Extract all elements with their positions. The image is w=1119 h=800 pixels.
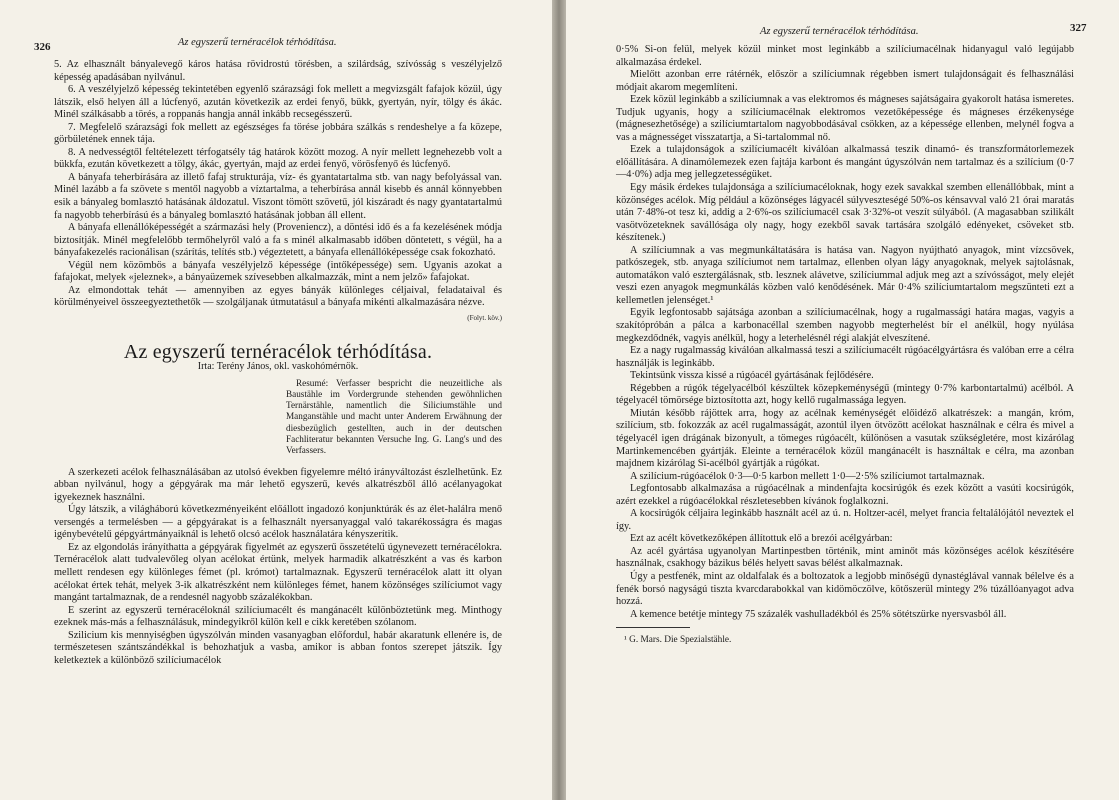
footnote: ¹ G. Mars. Die Spezialstähle.: [624, 635, 732, 646]
paragraph: Legfontosabb alkalmazása a rúgóacélnak a mindenfajta kocsirúgók és ezek között a vasúti kocsirúgók, azért ezekkel a rúgóacélokkal részletesebben kívánok foglalkozni.: [616, 483, 1074, 507]
paragraph: 5. Az elhasznált bányalevegő káros hatása rövidrostú törésben, a szilárdság, szívósság s veszélyjelző képesség apadásában nyilvánul.: [54, 59, 502, 83]
paragraph: Szilicium kis mennyiségben úgyszólván minden vasanyagban előfordul, habár akaratunk ellenére is, de természetesen szántszándékkal is behozhatjuk a vasba, amikor is abban fontos szerepet játszik. Így keletkeztek a különböző szilíciumacélok: [54, 629, 502, 666]
paragraph: A bányafa teherbírására az illető fafaj strukturája, víz- és gyantatartalma stb. van nagy befolyással van. Minél lazább a fa szövete s mentől nagyobb a víztartalma, a teherbírása annál kisebb és annál könnyebben esik a bányaleg bomlasztó hatásának áldozatul. Viszont tömött szövetű, jól kiszáradt és nagy gyantatartalmú fa nagyobb teherbírású és a bányaleg bomlasztó hatásának jobban áll ellent.: [54, 171, 502, 221]
paragraph: Az elmondottak tehát — amennyiben az egyes bányák különleges céljaival, feladataival és körülményeivel összeegyeztethetők — szolgáljanak útmutatásul a bányafa mikénti alkalmazására nézve.: [54, 284, 502, 309]
paragraph: Ezt az acélt következőképen állítottuk elő a brezói acélgyárban:: [630, 533, 893, 545]
paragraph: A kemence betétje mintegy 75 százalék vashulladékból és 25% sötétszürke nyersvasból áll.: [630, 608, 1007, 620]
page-number: 326: [34, 41, 51, 53]
paragraph: Ez a nagy rugalmasság kiválóan alkalmassá teszi a szilíciumacélt rúgóacélgyártásra és valóban erre a célra használják is leginkább.: [616, 345, 1074, 369]
paragraph: Úgy látszik, a világháború következményeiként előállott ingadozó konjunktúrák és az élet-halálra menő versengés a termelésben — a gépgyárakat is a felhasznált nyersanyaggal való takarékosságra és magas igénybevételű gépgyártmányaiknál is lehető olcsó acélok használatára kényszerítik.: [54, 504, 502, 541]
paragraph: 6. A veszélyjelző képesség tekintetében egyenlő szárazsági fok mellett a megvizsgált fafajok közül, úgy látszik, első helyen áll a lúcfenyő, azután következik az erdei fenyő, bükk, gyertyán, nyír, tölgy és ákác. Minél szálkásabb a törés, a roppanás hangja annál inkább recsegésszerű.: [54, 84, 502, 121]
paragraph: Egy másik érdekes tulajdonsága a szilíciumacéloknak, hogy ezek savakkal szemben ellenállóbbak, mint a közönséges acélok. Míg például a közönséges lágyacél súlyveszteségé 50%-os kénsavval való 21 órai maratás után 7·48%-ot tesz ki, addig a 2·6%-os szilíciumacél csak 3·32%-ot veszít súlyából. (A magasabban szilikált vasötvözeteknek savállósága oly nagy, hogy ezekből savak tartására szolgáló edényeket, csöveket stb. készítenek.): [616, 182, 1074, 244]
paragraph: Ez az elgondolás irányíthatta a gépgyárak figyelmét az egyszerű összetételű úgynevezett ternéracélokra. Ternéracélok alatt tudvalevőleg olyan acélokat értünk, melyek harmadik alkatrészként a vas és karbon mellett rendesen egy különleges fémet (pl. krómot) tartalmaznak. Egyszerű ternéracélok alatt itt olyan acélokat értek tehát, melyek 3-ik alkatrészként nem különleges fémet, hanem közönséges szilíciumot vagy mangánt tartalmaznak, de a rendesnél nagyobb százalékokban.: [54, 541, 502, 604]
paragraph: A szerkezeti acélok felhasználásában az utolsó években figyelemre méltó irányváltozást észlelhetünk. Ez abban nyilvánul, hogy a gépgyárak ma már lehető egyszerű, kevés alkatrészből álló acélanyagokat igyekeznek használni.: [54, 466, 502, 503]
paragraph: A szilícium-rúgóacélok 0·3—0·5 karbon mellett 1·0—2·5% szilíciumot tartalmaznak.: [630, 470, 985, 482]
continued-note: (Folyt. köv.): [467, 313, 502, 322]
resume-abstract: Resumé: Verfasser bespricht die neuzeitliche als Baustähle im Vordergrunde stehenden gewöhnlichen Ternärstähle, namentlich die Siliciumstähle und Manganstähle und macht unter Anderem Erwähnung der diesbezüglich gestellten, auch in der deutschen Fachliteratur bekannten Versuche Ing. G. Lang's und des Verfassers.: [286, 377, 502, 456]
byline: Irta: Terény János, okl. vaskohómérnök.: [197, 361, 359, 373]
paragraph: A bányafa ellenállóképességét a származási hely (Proveniencz), a döntési idő és a fa kezelésének módja biztosítják. Minél megfelelőbb termőhelyről való a fa s minél alkalmasabb időben döntetett, s végül, ha a bányafakezelés racionálisan (szárítás, telítés stb.) végeztetett, a bányafa ellenállóképessége csak fokozható.: [54, 222, 502, 259]
paragraph: Végül nem közömbös a bányafa veszélyjelző képessége (intőképessége) sem. Ugyanis azokat a fafajokat, melyek «jeleznek», a bányaüzemek szívesebben alkalmazzák, mint a nem jelző» fafajokat.: [54, 259, 502, 284]
footnote-rule: [616, 627, 690, 628]
paragraph: Úgy a pestfenék, mint az oldalfalak és a boltozatok a legjobb minőségű dynastéglával vannak bélelve és a fenék borsó nagyságú tiszta kvarcdarabokkal van kidömöczölve, kötőszerül mintegy 2% túzállóanyagot adva hozzá.: [616, 570, 1074, 608]
paragraph: Tekintsünk vissza kissé a rúgóacél gyártásának fejlődésére.: [630, 370, 874, 382]
paragraph: E szerint az egyszerű ternéracéloknál szilíciumacélt és mangánacélt különböztetünk meg. Minthogy ezeknek más-más a felhasználásuk, mindegyikről külön kell e cikk keretében szólanom.: [54, 604, 502, 629]
running-head: Az egyszerű ternéracélok térhódítása.: [760, 26, 919, 37]
page-number: 327: [1070, 22, 1087, 34]
left-text-column: [54, 59, 502, 667]
left-page: [0, 0, 552, 800]
paragraph: Ezek a tulajdonságok a szilíciumacélt kiválóan alkalmassá teszik dinamó- és transzformátorlemezek előállítására. A dinamólemezek ezen fajtája karbont és mangánt úgyszólván nem tartalmaz és a szilícium (0·7—4·0%) adja meg jellegzetességüket.: [616, 144, 1074, 181]
running-head: Az egyszerű ternéracélok térhódítása.: [178, 37, 337, 48]
article-title: Az egyszerű ternéracélok térhódítása.: [123, 341, 433, 364]
paragraph: Miután később rájöttek arra, hogy az acélnak keménységét előidéző alkatrészek: a mangán, króm, szilícium, stb. fokozzák az acél rugalmasságát, azontúl ilyen ötvözött acélokat használnak e célra és mivel a tégelyacél igen drágának bizonyult, a tömeges rúgóacélt, különösen a vasutak szükségletére, most kizárólag Martinkemencében gyártják. Eleinte a ternéracélok közül mangánacélt is használtak e célra, ma azonban majdnem kizárólag Si-acélból gyártják a rúgókat.: [616, 407, 1074, 470]
paragraph: Ezek közül leginkább a szilíciumnak a vas elektromos és mágneses sajátságaira gyakorolt hatása ismeretes. Tudjuk ugyanis, hogy a szilíciumacélnak elektromos vezetőképessége és mágneses érzékenysége (mágnesezhetősége) a szilíciumtartalom nagyobbodásával csökken, az a képessége ellenben, melynél fogva a vas a mágnességet visszatartja, a Si-tartalommal nő.: [616, 94, 1074, 143]
paragraph: Az acél gyártása ugyanolyan Martinpestben történik, mint aminőt más közönséges acélok készítésére használnak, csakhogy bázikus bélés helyett savas bélést alkalmaznak.: [616, 545, 1074, 570]
paragraph: 0·5% Si-on felül, melyek közül minket most leginkább a szilíciumacélnak hidanyagul való legújabb alkalmazása érdekel.: [616, 44, 1074, 68]
paragraph: A kocsirúgók céljaira leginkább használt acél az ú. n. Holtzer-acél, melyet francia feltalálójától neveztek el így.: [616, 508, 1074, 532]
paragraph: 8. A nedvességtől feltételezett térfogatsély tág határok között mozog. A nyír mellett legnehezebb volt a bükkfa, ezután következett a tölgy, ákác, gyertyán, majd az erdei fenyő, vörösfenyő és lúcfenyő.: [54, 146, 502, 171]
paragraph: Egyik legfontosabb sajátsága azonban a szilíciumacélnak, hogy a rugalmassági határa magas, vagyis a szakítópróbán a pálca a karbonacéllal szemben nagyobb megterhelést bír el anélkül, hogy nyúlása megkezdődnék, vagyis anélkül, hogy a leterhelésnél régi alakját elveszítené.: [616, 307, 1074, 344]
paragraph: Mielőtt azonban erre rátérnék, először a szilíciumnak régebben ismert tulajdonságait és felhasználási módjait akarom megemlíteni.: [616, 69, 1074, 93]
paragraph: 7. Megfelelő szárazsági fok mellett az egészséges fa törése jobbára szálkás s rendeshelye a fa közepe, görbületének ennek tája.: [54, 121, 502, 146]
right-page: [566, 0, 1119, 800]
paragraph: A szilíciumnak a vas megmunkáltatására is hatása van. Nagyon nyújtható anyagok, mint vízcsövek, patkószegek, stb. anyaga szilíciumot nem tartalmaz, ellenben olyan lágy anyagoknak, melyek sajtolásnak, automatákon való esztergálásnak, stb. lesznek alávetve, szilíciummal adjuk meg azt a szívósságot, mely elejét veszi ezen anyagok megmunkálás közben való kenődésének. Már 0·4% szilíciumtartalom megszünteti ezt a kellemetlen jelenséget.¹: [616, 244, 1074, 306]
paragraph: Régebben a rúgók tégelyacélból készültek közepkeménységű (mintegy 0·7% karbontartalmú) acélból. A tégelyacél tömörsége biztosította azt, hogy kellő rugalmassága legyen.: [616, 382, 1074, 407]
right-text-column: [616, 44, 1074, 647]
book-gutter: [552, 0, 566, 800]
